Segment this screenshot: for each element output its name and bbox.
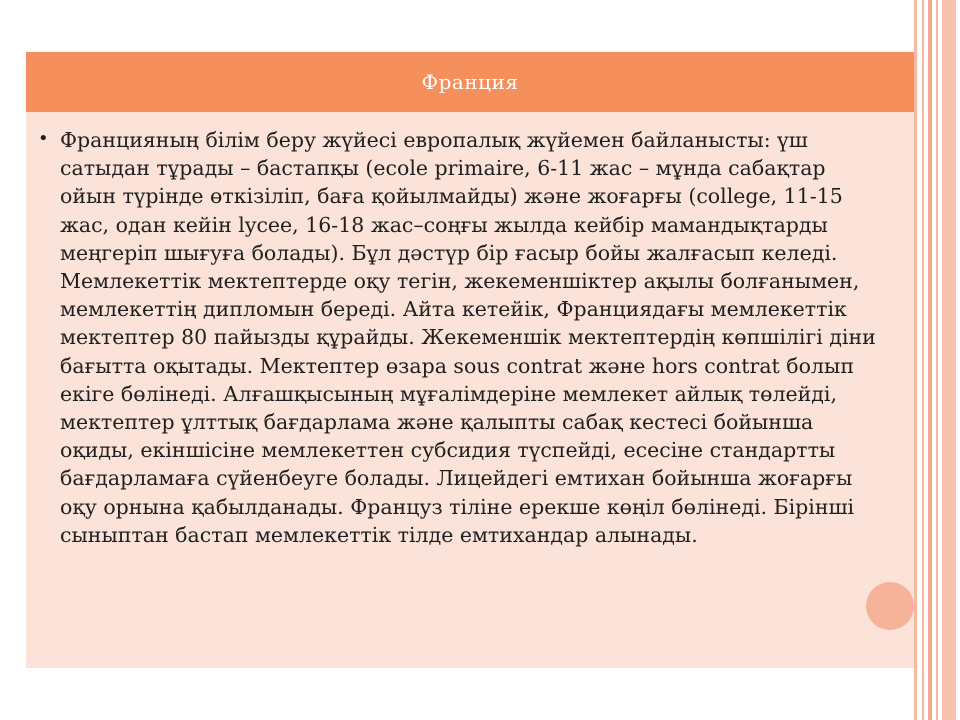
stripe-4 (936, 0, 938, 720)
stripe-5 (942, 0, 956, 720)
decorative-circle (866, 582, 914, 630)
slide-card (26, 52, 914, 668)
slide-title: Франция (421, 70, 519, 94)
body-paragraph: Францияның білім беру жүйесі европалық жүйемен байланысты: үш сатыдан тұрады – бастапқы (ecole primaire, 6-11 жас – мұнда сабақтар ойын түрінде өткізіліп, баға қойылмайды) және жоғарғы (college, 11-15 жас, одан кейін lycee, 16-18 жас–соңғы жылда кейбір мамандықтарды меңгеріп шығуға болады). Бұл дәстүр бір ғасыр бойы жалғасып келеді. Мемлекеттік мектептерде оқу тегін, жекеменшіктер ақылы болғанымен, мемлекеттің дипломын береді. Айта кетейік, Франциядағы мемлекеттік мектептер 80 пайызды құрайды. Жекеменшік мектептердің көпшілігі діни бағытта оқытады. Мектептер өзара sous contrat және hors contrat болып екіге бөлінеді. Алғашқысының мұғалімдеріне мемлекет айлық төлейді, мектептер ұлттық бағдарлама және қалыпты сабақ кестесі бойынша оқиды, екіншісіне мемлекеттен субсидия түспейді, есесіне стандартты бағдарламаға сүйенбеуге болады. Лицейдегі емтихан бойынша жоғарғы оқу орнына қабылданады. Француз тіліне ерекше көңіл бөлінеді. Бірінші сыныптан бастап мемлекеттік тілде емтихандар алынады. (60, 128, 876, 547)
decorative-stripes (914, 0, 960, 720)
stripe-1 (914, 0, 917, 720)
title-bar (26, 52, 914, 112)
stripe-2 (922, 0, 924, 720)
stripe-3 (928, 0, 932, 720)
slide-body (38, 126, 884, 549)
bullet-marker: • (38, 128, 49, 149)
